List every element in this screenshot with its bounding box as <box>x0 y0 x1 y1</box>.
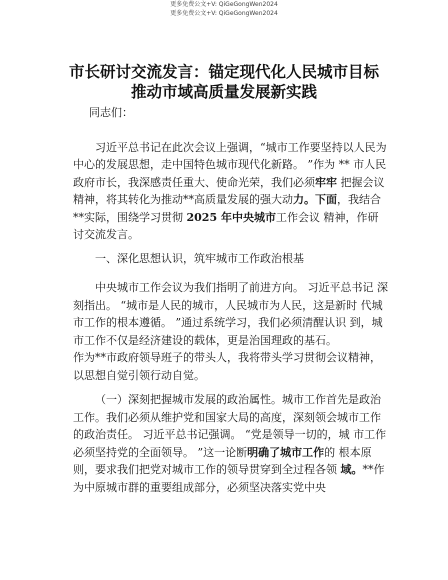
watermark-header <box>0 0 448 18</box>
section-heading: 一、深化思想认识，筑牢城市工作政治根基 <box>95 251 304 265</box>
title-line: 市长研讨交流发言：锚定现代化人民城市目标 <box>68 63 379 81</box>
greeting: 同志们： <box>89 106 133 119</box>
bold-run: 2025 年中央城市 <box>186 210 276 224</box>
text-run: ，我结合**实际，围绕学习贯彻 <box>73 193 381 224</box>
title-line: 推动市域高质量发展新实践 <box>130 83 317 101</box>
watermark-line: 更多免费公文+V: QiGeGongWen2024 <box>170 10 278 17</box>
watermark-line: 更多免费公文+V: QiGeGongWen2024 <box>170 1 278 8</box>
bold-run: 明确了城市工作 <box>247 445 325 459</box>
paragraph-guidance: 中央城市工作会议为我们指明了前进方向。 习近平总书记 深刻指出。 “城市是人民的城市，人民城市为人民，这是新时 代城市工作的根本遵循。 ”通过系统学习，我们必须清醒认识 到，城市工作不仅是经济建设的载体，更是治国理政的基石。 <box>73 281 388 347</box>
bold-run: 域。 <box>340 463 363 476</box>
bold-run: 牢牢 <box>315 175 337 189</box>
document-body <box>73 104 389 496</box>
text-run: **作为中原城市群的重要组成部分，必须坚决落实党中央 <box>73 463 385 494</box>
text-run: 的 根本原则，要求我们把党对城市工作的领导贯穿到全过程各领 <box>73 445 372 476</box>
text-run: （一）深刻把握城市发展的政治属性。城市工作首先是政治工作。我们必须从维护党和国家大局的高度，深刻领会城市工作的政治责任。 习近平总书记强调。 “党是领导一切的，城 市工作必须坚持党的全面领导。 ”这一论断 <box>73 393 387 459</box>
document-title <box>0 62 448 102</box>
paragraph-political <box>73 391 389 496</box>
text-run: 工作会议 精神，作研讨交流发言。 <box>73 210 379 241</box>
paragraph-leadership: 作为**市政府领导班子的带头人，我将带头学习贯彻会议精神，以思想自觉引领行动自觉。 <box>73 351 381 382</box>
paragraph-intro <box>73 139 389 244</box>
text-run: 习近平总书记在此次会议上强调，“城市工作要坚持以人民为中心的发展思想，走中国特色城市现代化新路。 ”作为 ** 市人民政府市长，我深感责任重大、使命光荣，我们必须 <box>73 140 387 189</box>
bold-run: 力。下面 <box>293 193 337 206</box>
text-run: 把握会议精神，将其转化为推动**高质量发展的强大动 <box>73 175 385 206</box>
